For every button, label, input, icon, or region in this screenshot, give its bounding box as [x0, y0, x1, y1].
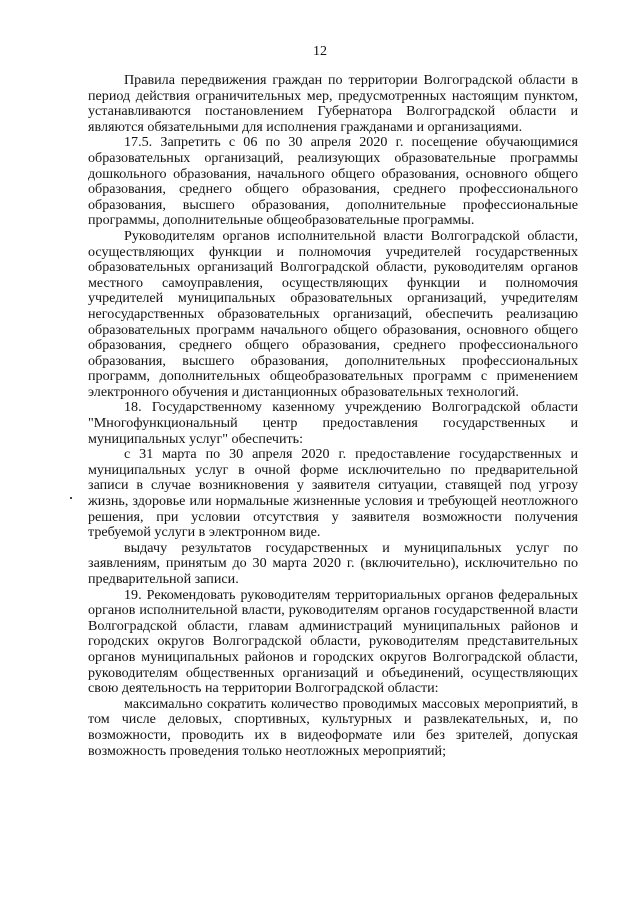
paragraph-movement-rules: Правила передвижения граждан по территории Волгоградской области в период действия ограничительных мер, предусмотренных настоящим пунктом, устанавливаются постановлением Губернатора Волгоградской области и являются обязательными для исполнения гражданами и организациями. — [88, 72, 578, 135]
paragraph-18-issuing-results: выдачу результатов государственных и муниципальных услуг по заявлениям, принятым до 30 марта 2020 г. (включительно), исключительно по предварительной записи. — [88, 539, 578, 587]
paragraph-18-services-by-appointment: с 31 марта по 30 апреля 2020 г. предоставление государственных и муниципальных услуг в очной форме исключительно по предварительной записи в случае возникновения у заявителя ситуации, ставящей под угрозу жизнь, здоровье или нормальные жизненные условия и требующей неотложного решения, при условии отсутствия у заявителя возможности получения требуемой услуги в электронном виде. — [88, 446, 578, 541]
scan-speck — [70, 497, 72, 499]
document-body — [88, 73, 578, 759]
paragraph-18-mfc: 18. Государственному казенному учреждению Волгоградской области "Многофункциональный центр предоставления государственных и муниципальных услуг" обеспечить: — [88, 399, 578, 447]
page-number: 12 — [313, 44, 327, 59]
paragraph-distance-learning: Руководителям органов исполнительной власти Волгоградской области, осуществляющих функции и полномочия учредителей государственных образовательных организаций Волгоградской области, руководителям органов местного самоуправления, осуществляющих функции и полномочия учредителей муниципальных образовательных организаций, учредителям негосударственных образовательных организаций, обеспечить реализацию образовательных программ начального общего образования, основного общего образования, среднего общего образования, среднего профессионального образования, высшего образования, дополнительных профессиональных программ, дополнительных общеобразовательных программ с применением электронного обучения и дистанционных образовательных технологий. — [88, 227, 578, 400]
paragraph-19-mass-events: максимально сократить количество проводимых массовых мероприятий, в том числе деловых, спортивных, культурных и развлекательных, и, по возможности, проводить их в видеоформате или без зрителей, допуская возможность проведения только неотложных мероприятий; — [88, 695, 578, 759]
paragraph-19-recommendation: 19. Рекомендовать руководителям территориальных органов федеральных органов исполнительной власти, руководителям органов государственной власти Волгоградской области, главам администраций муниципальных районов и городских округов Волгоградской области, руководителям представительных органов муниципальных районов и городских округов Волгоградской области, руководителям общественных организаций и объединений, осуществляющих свою деятельность на территории Волгоградской области: — [88, 586, 578, 697]
paragraph-17-5-attendance-ban: 17.5. Запретить с 06 по 30 апреля 2020 г. посещение обучающимися образовательных организаций, реализующих образовательные программы дошкольного образования, начального общего образования, основного общего образования, среднего общего образования, среднего профессионального образования, высшего образования, дополнительные профессиональные программы, дополнительные общеобразовательные программы. — [88, 134, 578, 229]
